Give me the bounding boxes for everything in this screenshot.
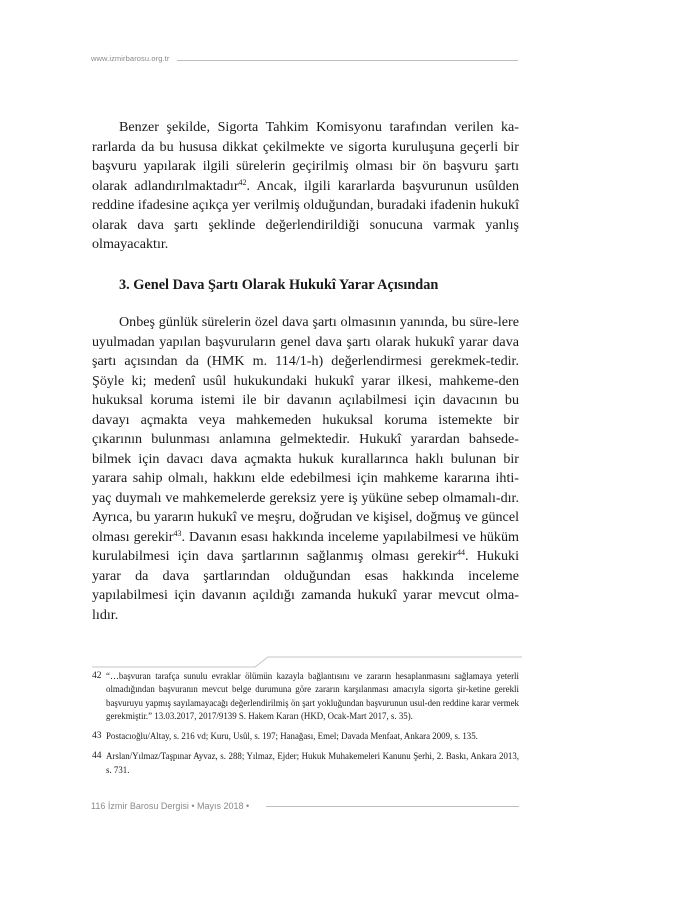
footer-rule [266, 806, 519, 807]
footnote-ref-43[interactable]: 43 [173, 528, 182, 538]
footnote-ref-42[interactable]: 42 [238, 177, 247, 187]
footnote-ref-44[interactable]: 44 [457, 548, 466, 557]
paragraph-2 [92, 313, 519, 625]
footnote-44 [92, 750, 519, 777]
footnote-number: 43 [92, 731, 102, 742]
footnote-text: “…başvuran tarafça sunulu evraklar ölümün kazayla bağlantısını ve zararın hesaplanmasını sağlamaya yeterli olmadığından başvuranın mevcut belge durumuna göre zararın karşılanması amacıyla sigorta şir-ketine gerekli başvuruyu yapmış sayılamayacağı değerlendirilmiş ön şart yokluğundan başvurunun usul-den reddine karar vermek gerekmiştir.” 13.03.2017, 2017/9139 S. Hakem Kararı (HKD, Ocak-Mart 2017, s. 35). [106, 671, 519, 721]
footnote-divider [92, 656, 522, 668]
page-footer: 116 İzmir Barosu Dergisi • Mayıs 2018 • [91, 801, 250, 811]
paragraph-2-text-b: . Davanın esası hakkında inceleme yapılabilmesi ve hüküm kurulabilmesi için dava şartlarının sağlanmış olması gerekir [92, 528, 519, 564]
header-url: www.izmirbarosu.org.tr [91, 54, 170, 63]
paragraph-2-text-a: Onbeş günlük sürelerin özel dava şartı olmasının yanında, bu süre-lere uyulmadan yapılan başvuruların genel dava şartı olarak hukukî yarar dava şartı açısından da (HMK m. 114/1-h) değerlendirmesi gerekmek-tedir. Şöyle ki; medenî usûl hukukundaki hukukî yarar ilkesi, mahkeme-den hukuksal koruma istemi ile bir davanın açılabilmesi için davacının bu davayı açmakta veya mahkemeden hukuksal koruma istemekte bir çıkarının bulunması anlamına gelmektedir. Hukukî yarardan bahsede-bilmek için davacı dava açmakta hukuk kurallarınca haklı bulunan bir yarara sahip olmalı, hakkını elde edebilmesi için mahkeme kararına ihti-yaç duymalı ve mahkemelerde gereksiz yere iş yüküne sebep olmamalı-dır. Ayrıca, bu yararın hukukî ve meşru, doğrudan ve kişisel, doğmuş ve güncel olması gerekir [92, 314, 519, 545]
footnote-42 [92, 670, 519, 723]
footnote-43 [92, 730, 519, 743]
footnotes [92, 670, 519, 777]
footnote-text: Postacıoğlu/Altay, s. 216 vd; Kuru, Usûl, s. 197; Hanağası, Emel; Davada Menfaat, Ankara 2009, s. 135. [106, 731, 478, 742]
footnote-number: 44 [92, 751, 102, 762]
paragraph-2-text-c: . Hukuki yarar da dava şartlarından olduğundan esas hakkında inceleme yapılabilmesi için davanın açıldığı zamanda hukukî yarar mevcut olma-lıdır. [92, 548, 519, 623]
paragraph-1-text-b: . Ancak, ilgili kararlarda başvurunun usûlden reddine ifadesine açıkça yer verilmiş olduğundan, buradaki ifadenin hukukî olarak dava şartı şeklinde değerlendirildiği sonucuna varmak yanlış olmayacaktır. [92, 177, 519, 252]
paragraph-1-text-a: Benzer şekilde, Sigorta Tahkim Komisyonu tarafından verilen ka-rarlarda da bu hususa dikkat çekilmekte ve sigorta kuruluşuna geçerli bir başvuru yapılarak ilgili sürelerin geçirilmiş olması bir ön başvuru şartı olarak adlandırılmaktadır [92, 119, 519, 194]
header-rule [177, 60, 518, 61]
footnote-number: 42 [92, 671, 102, 681]
footnote-text: Arslan/Yılmaz/Taşpınar Ayvaz, s. 288; Yılmaz, Ejder; Hukuk Muhakemeleri Kanunu Şerhi, 2. Baskı, Ankara 2013, s. 731. [106, 751, 519, 775]
paragraph-1 [92, 118, 519, 255]
section-heading: 3. Genel Dava Şartı Olarak Hukukî Yarar Açısından [119, 277, 439, 293]
